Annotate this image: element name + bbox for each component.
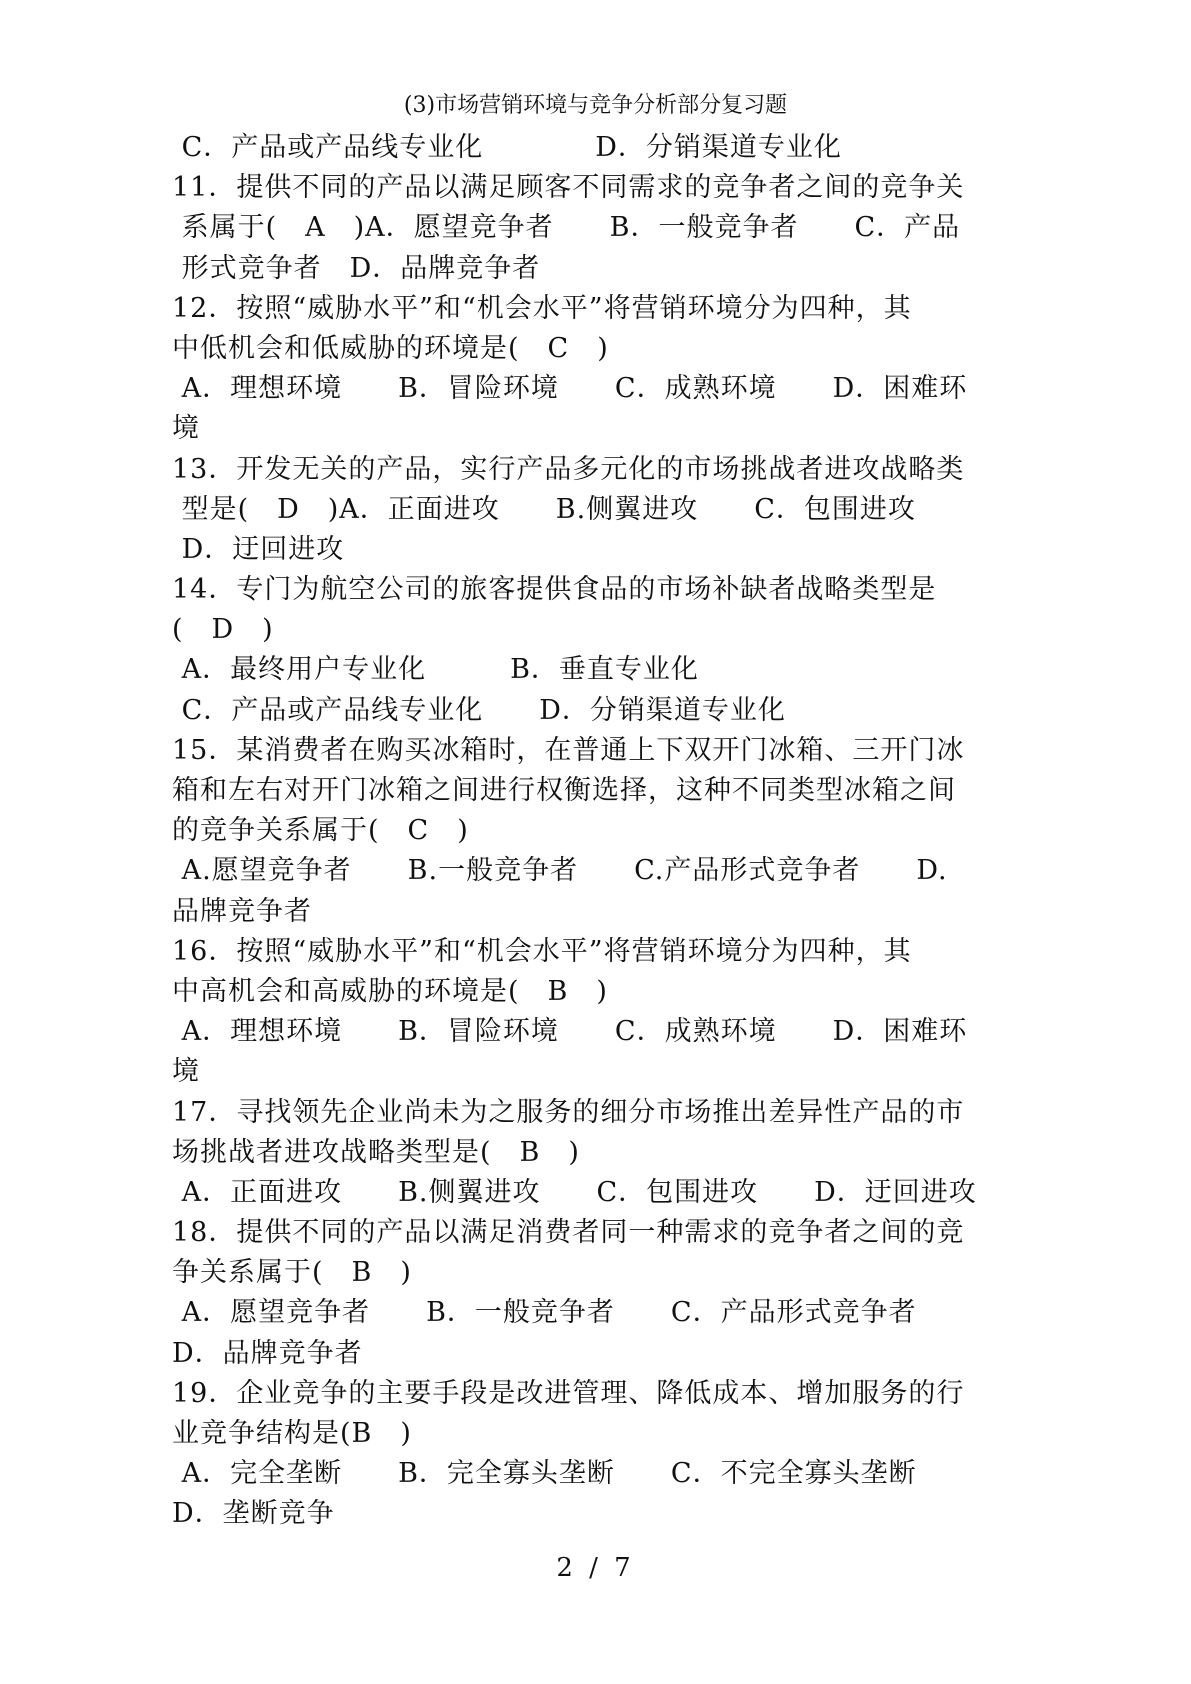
text-line: 15．某消费者在购买冰箱时，在普通上下双开门冰箱、三开门冰 — [172, 734, 965, 766]
question-body — [172, 128, 1022, 1535]
page-number: 2 / 7 — [556, 1553, 635, 1583]
text-line: A．最终用户专业化 B．垂直专业化 — [172, 654, 699, 686]
text-line: 11．提供不同的产品以满足顾客不同需求的竞争者之间的竞争关 — [172, 172, 965, 204]
text-line: D．垄断竞争 — [172, 1498, 335, 1530]
text-line: A.愿望竞争者 B.一般竞争者 C.产品形式竞争者 D. — [172, 855, 948, 887]
text-line: 境 — [172, 413, 200, 445]
text-line: 境 — [172, 1056, 200, 1088]
text-line: ( D ) — [172, 614, 274, 646]
text-line: D．品牌竞争者 — [172, 1337, 363, 1369]
text-line: 中高机会和高威胁的环境是( B ) — [172, 975, 608, 1007]
text-line: 16．按照“威胁水平”和“机会水平”将营销环境分为四种，其 — [172, 935, 912, 967]
text-line: A．理想环境 B．冒险环境 C．成熟环境 D．困难环 — [172, 373, 968, 405]
text-line: 13．开发无关的产品，实行产品多元化的市场挑战者进攻战略类 — [172, 453, 965, 485]
text-line: 的竞争关系属于( C ) — [172, 815, 469, 847]
text-line: 17．寻找领先企业尚未为之服务的细分市场推出差异性产品的市 — [172, 1096, 965, 1128]
text-line: 型是( D )A．正面进攻 B.侧翼进攻 C．包围进攻 — [172, 493, 916, 525]
text-line: A．完全垄断 B．完全寡头垄断 C．不完全寡头垄断 — [172, 1458, 917, 1490]
text-line: 19．企业竞争的主要手段是改进管理、降低成本、增加服务的行 — [172, 1377, 965, 1409]
text-line: A．愿望竞争者 B．一般竞争者 C．产品形式竞争者 — [172, 1297, 917, 1329]
text-line: A．理想环境 B．冒险环境 C．成熟环境 D．困难环 — [172, 1016, 968, 1048]
text-line: D．迂回进攻 — [172, 533, 345, 565]
text-line: 14．专门为航空公司的旅客提供食品的市场补缺者战略类型是 — [172, 574, 937, 606]
text-line: 系属于( A )A．愿望竞争者 B．一般竞争者 C．产品 — [172, 212, 961, 244]
text-line: C．产品或产品线专业化 D．分销渠道专业化 — [172, 132, 842, 163]
text-line: 业竞争结构是(B ) — [172, 1418, 412, 1449]
text-line: 争关系属于( B ) — [172, 1257, 412, 1289]
text-line: 中低机会和低威胁的环境是( C ) — [172, 332, 609, 364]
text-line: C．产品或产品线专业化 D．分销渠道专业化 — [172, 694, 786, 726]
document-title: (3)市场营销环境与竞争分析部分复习题 — [403, 93, 788, 118]
text-line: 12．按照“威胁水平”和“机会水平”将营销环境分为四种，其 — [172, 292, 912, 324]
text-line: 形式竞争者 D．品牌竞争者 — [172, 252, 541, 284]
text-line: A．正面进攻 B.侧翼进攻 C．包围进攻 D．迂回进攻 — [172, 1176, 977, 1208]
text-line: 品牌竞争者 — [172, 895, 312, 927]
text-line: 场挑战者进攻战略类型是( B ) — [172, 1136, 580, 1168]
text-line: 18．提供不同的产品以满足消费者同一种需求的竞争者之间的竞 — [172, 1217, 965, 1249]
text-line: 箱和左右对开门冰箱之间进行权衡选择，这种不同类型冰箱之间 — [172, 775, 956, 806]
